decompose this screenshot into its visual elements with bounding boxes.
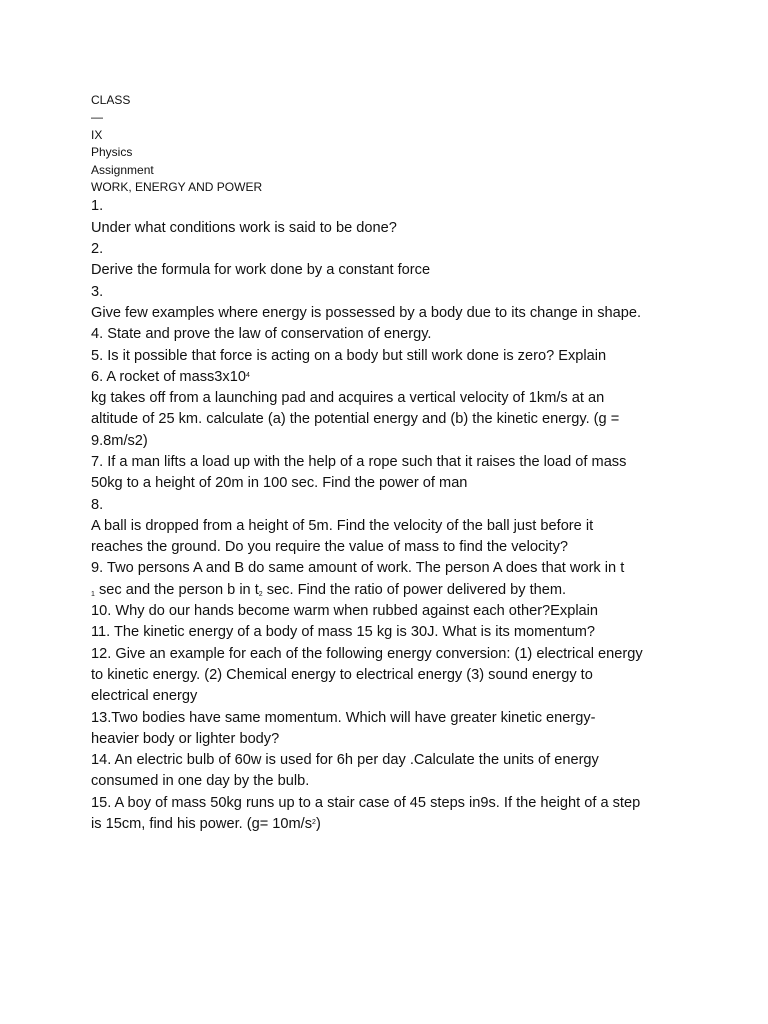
- question-text: [91, 367, 691, 388]
- question-number: 2.: [91, 241, 104, 258]
- assignment-page: [91, 92, 691, 835]
- subscript: 2: [258, 590, 263, 598]
- subject-label: Physics: [91, 145, 133, 160]
- question-text: 4. State and prove the law of conservation of energy.: [91, 326, 432, 343]
- question-text: 11. The kinetic energy of a body of mass 15 kg is 30J. What is its momentum?: [91, 624, 595, 641]
- question-text: reaches the ground. Do you require the value of mass to find the velocity?: [91, 539, 569, 556]
- question-text: 15. A boy of mass 50kg runs up to a stair case of 45 steps in9s. If the height of a step: [91, 794, 641, 811]
- topic-title: WORK, ENERGY AND POWER: [91, 180, 263, 195]
- superscript: 2: [312, 819, 316, 827]
- question-number: 3.: [91, 283, 104, 300]
- doc-type-label: Assignment: [91, 162, 154, 177]
- question-text: [91, 580, 691, 601]
- question-text: 12. Give an example for each of the following energy conversion: (1) electrical energy: [91, 645, 643, 662]
- subscript: 1: [91, 590, 95, 598]
- question-text-part: 6. A rocket of mass3x10: [91, 368, 246, 385]
- question-text: 5. Is it possible that force is acting on a body but still work done is zero? Explain: [91, 347, 607, 364]
- question-text-part: is 15cm, find his power. (g= 10m/s: [91, 816, 313, 833]
- question-text: 50kg to a height of 20m in 100 sec. Find the power of man: [91, 475, 468, 492]
- question-text: A ball is dropped from a height of 5m. Find the velocity of the ball just before it: [91, 517, 594, 534]
- question-text: 9.8m/s2): [91, 432, 148, 449]
- question-text: Give few examples where energy is possessed by a body due to its change in shape.: [91, 304, 642, 321]
- question-text: heavier body or lighter body?: [91, 730, 280, 747]
- question-text-part: ): [315, 816, 321, 833]
- question-text: kg takes off from a launching pad and acquires a vertical velocity of 1km/s at an: [91, 390, 605, 407]
- superscript: 4: [245, 371, 250, 379]
- class-value: IX: [91, 127, 103, 142]
- question-text-part: sec. Find the ratio of power delivered by them.: [262, 581, 567, 598]
- question-text: electrical energy: [91, 688, 198, 705]
- question-text: 14. An electric bulb of 60w is used for 6h per day .Calculate the units of energy: [91, 752, 599, 769]
- document-header: [91, 92, 691, 196]
- class-label: CLASS: [91, 93, 131, 107]
- question-number: 1.: [91, 198, 104, 215]
- question-text: 13.Two bodies have same momentum. Which will have greater kinetic energy-: [91, 709, 596, 726]
- header-dash: —: [91, 110, 103, 125]
- question-text: Derive the formula for work done by a constant force: [91, 262, 431, 279]
- question-list: [91, 196, 691, 835]
- question-text: Under what conditions work is said to be done?: [91, 219, 397, 236]
- question-text-part: sec and the person b in t: [94, 581, 259, 598]
- question-text: altitude of 25 km. calculate (a) the potential energy and (b) the kinetic energy. (g =: [91, 411, 620, 428]
- question-text: 10. Why do our hands become warm when rubbed against each other?Explain: [91, 603, 599, 620]
- question-text: 9. Two persons A and B do same amount of work. The person A does that work in t: [91, 560, 625, 577]
- question-text: to kinetic energy. (2) Chemical energy to electrical energy (3) sound energy to: [91, 666, 593, 683]
- question-number: 8.: [91, 496, 104, 513]
- question-text: [91, 814, 691, 835]
- question-text: consumed in one day by the bulb.: [91, 773, 310, 790]
- question-text: 7. If a man lifts a load up with the help of a rope such that it raises the load of mass: [91, 454, 627, 470]
